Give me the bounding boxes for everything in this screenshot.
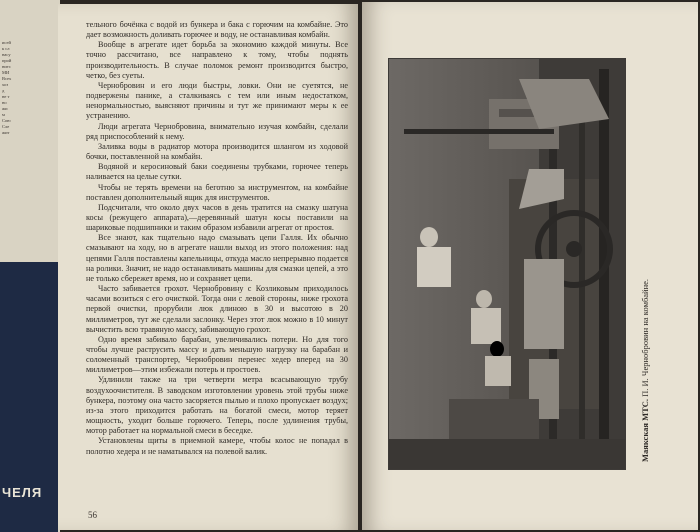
paragraph: Чернобровин и его люди быстры, ловки. Они не суетятся, не подвержены панике, а сталкиваясь с тем или иным недостатком, ненормальностью, выясняют причины и тут же принимают меры к ее устранению. bbox=[86, 80, 348, 121]
cover-title: ЧЕЛЯ bbox=[2, 485, 43, 500]
paragraph: Одно время забивало барабан, увеличивались потери. Но для того чтобы лучше раструсить массу и дать меньшую нагрузку на барабан и соломенный транспортер, Чернобровин перенес хедер вперед на 30 миллиметров—этим избежали потерь и простоев. bbox=[86, 334, 348, 375]
paragraph: Чтобы не терять времени на беготню за инструментом, на комбайне поставлен дополнительный ящик для инструментов. bbox=[86, 182, 348, 202]
paragraph: Установлены щиты в приемной камере, чтобы колос не попадал в полотно хедера и не наматывался на полевой валик. bbox=[86, 436, 348, 456]
paragraph: Часто забивается грохот. Чернобровину с Козликовым приходилось часами возиться с его очисткой. Тогда они с левой стороны, ниже грохота первой очистки, прорубили люк длиною в 30 и высотою в 20 миллиметров, тут же сделали заслонку. Через этот люк можно в 10 минут вычистить всю травяную массу, забивающую грохот. bbox=[86, 284, 348, 334]
caption-bold: Маякская МТС. bbox=[640, 398, 650, 462]
left-page bbox=[58, 4, 358, 530]
paragraph: Удлинили также на три четверти метра всасывающую трубу воздухоочистителя. В заводском изготовлении уровень этой трубы ниже бункера, поэтому она часто засоряется пылью и плохо пропускает воздух; из-за этого приходится работать на богатой смеси, мотор теряет мощность, уходит больше горючего. Теперь, после удлинения трубы, мотор работает на нормальной смеси в беседке. bbox=[86, 375, 348, 436]
paragraph: Подсчитали, что около двух часов в день тратится на смазку шатуна косы (режущего аппарата),—деревянный шатун косы поставили на шариковые подшипники и таким образом избавили агрегат от простоя. bbox=[86, 202, 348, 233]
book-cover bbox=[0, 0, 60, 532]
caption-text: П. И. Чернобровин на комбайне. bbox=[640, 278, 650, 399]
paragraph: Водяной и керосиновый баки соединены трубками, горючее теперь наливается на целые сутки. bbox=[86, 162, 348, 182]
paragraph: Люди агрегата Чернобровина, внимательно изучая комбайн, сделали ряд приспособлений к нему. bbox=[86, 121, 348, 141]
paragraph: Все знают, как тщательно надо смазывать цепи Галля. Их обычно смазывают на ходу, но в агрегате нашли выход из этого положения: над цепями Галля поставлены капельницы, откуда масло непрерывно подается на ролики. Значит, не надо останавливать машины для смазки цепей, а это не только сбережет время, но и сохраняет цепи. bbox=[86, 233, 348, 283]
paragraph: Вообще в агрегате идет борьба за экономию каждой минуты. Все точно рассчитано, все направлено к тому, чтобы поднять производительность. В случае поломок ремонт производится быстро, четко, без суеты. bbox=[86, 40, 348, 80]
cover-spine-text: исей к сл насу прой нитс МИ Всех хоз д не т но жи м Сою Сле жит bbox=[2, 40, 12, 135]
photo-caption bbox=[640, 62, 654, 462]
paragraph: тельного бочёнка с водой из бункера и бака с горючим на комбайне. Это дает возможность доливать горючее и воду, не останавливая комбайн. bbox=[86, 20, 348, 40]
combine-photo-illustration bbox=[389, 59, 625, 469]
paragraph: Заливка воды в радиатор мотора производится шлангом из ходовой бочки, поставленной на комбайн. bbox=[86, 141, 348, 162]
combine-photo bbox=[388, 58, 626, 470]
right-page bbox=[362, 2, 698, 530]
page-number: 56 bbox=[88, 510, 97, 520]
body-text bbox=[86, 20, 348, 508]
